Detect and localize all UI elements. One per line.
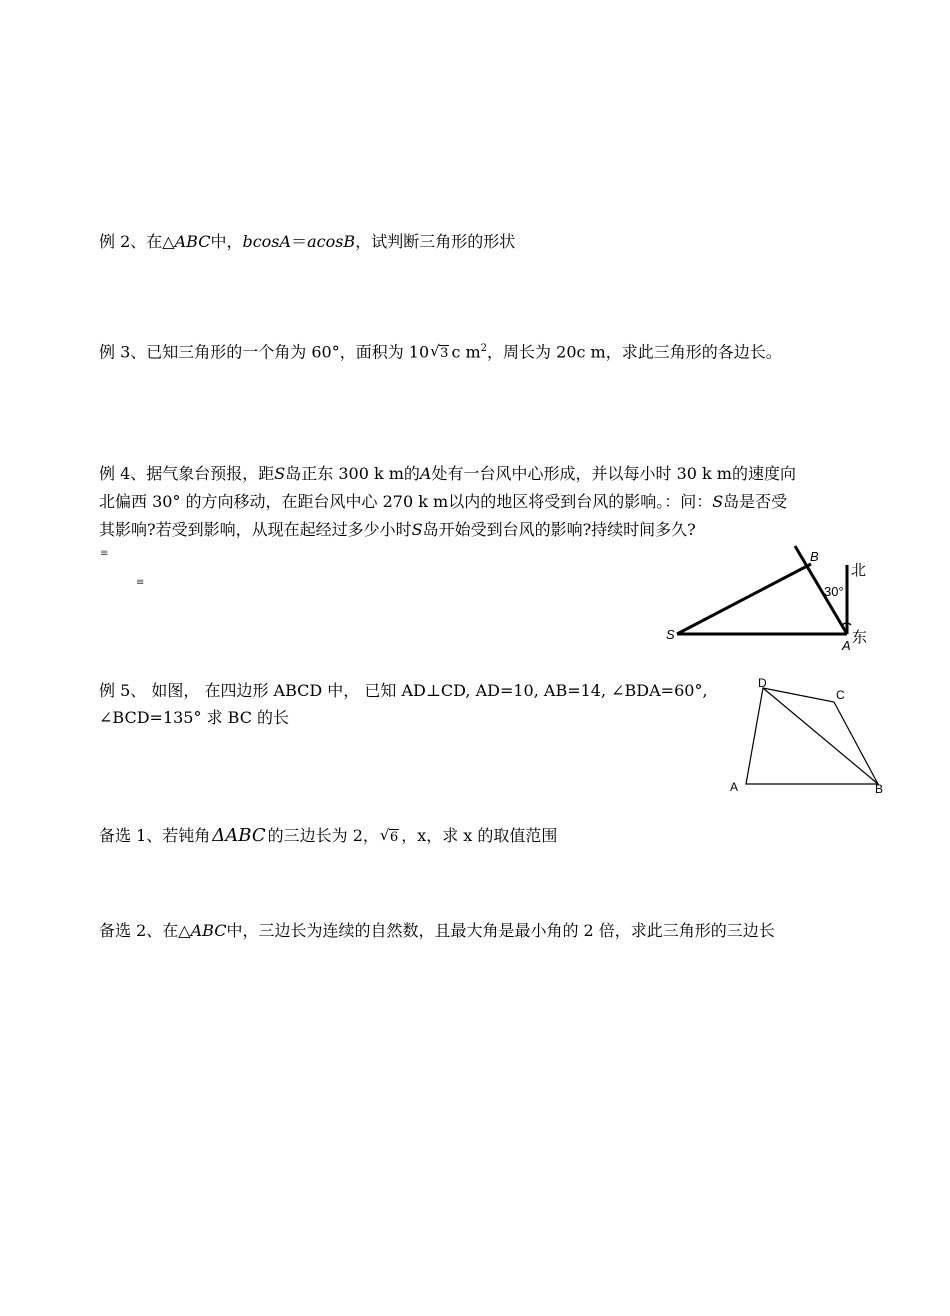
- equation-left: bcosA: [242, 232, 292, 251]
- example-4-question-mid: 其影响?若受到影响，从现在起经过多少小时: [99, 520, 412, 539]
- example-5-question: ∠BCD=135° 求 BC 的长: [99, 708, 290, 727]
- area-unit: c m: [451, 342, 481, 362]
- triangle-name: ΔABC: [212, 825, 266, 846]
- example-3-prefix: 例 3、已知三角形的一个角为 60°，面积为 10: [99, 342, 430, 362]
- example-2-connector: 中，: [210, 232, 243, 251]
- example-5-line-2: [99, 705, 289, 731]
- quadrilateral-outline: [746, 688, 878, 784]
- label-c: C: [836, 688, 845, 702]
- example-4-prefix: 例 4、据气象台预报，距: [99, 464, 275, 483]
- example-4-question-start: 岛是否受: [723, 492, 788, 511]
- stray-mark-1: ≡: [100, 548, 109, 559]
- example-4-speed: 处有一台风中心形成，并以每小时 30 k m的速度向: [431, 464, 796, 483]
- island-s: S: [274, 464, 286, 483]
- alternate-1: [99, 823, 557, 851]
- sqrt-6: [381, 825, 399, 851]
- equation-right: acosB: [307, 232, 356, 251]
- sqrt-radicand: 3: [440, 346, 449, 362]
- label-b: B: [810, 549, 819, 564]
- example-3-suffix: ，周长为 20c m，求此三角形的各边长。: [487, 342, 782, 362]
- label-d: D: [758, 676, 767, 690]
- sqrt-3: [431, 341, 449, 367]
- alternate-1-question: ，x，求 x 的取值范围: [401, 826, 558, 845]
- example-4-distance: 岛正东 300 k m的: [285, 464, 420, 483]
- example-4-line-2: [99, 489, 787, 515]
- label-b: B: [875, 782, 884, 796]
- example-5-given: 例 5、 如图， 在四边形 ABCD 中， 已知 AD⊥CD, AD=10, AB=14, ∠BDA=60°,: [99, 681, 708, 700]
- alternate-2-prefix: 备选 2、在△: [99, 921, 191, 940]
- segment-s-b: [677, 564, 811, 634]
- triangle-name: ABC: [190, 921, 227, 940]
- island-s: S: [712, 492, 724, 511]
- diagonal-bd: [763, 688, 878, 784]
- stray-mark-2: ≡: [136, 577, 145, 588]
- example-3: [99, 336, 782, 367]
- example-2: [99, 229, 515, 255]
- alternate-2: [99, 918, 775, 944]
- point-a: A: [419, 464, 432, 483]
- example-2-question: ，试判断三角形的形状: [355, 232, 516, 251]
- label-north: 北: [851, 562, 867, 579]
- example-5-line-1: [99, 678, 708, 704]
- typhoon-diagram: [660, 543, 890, 655]
- alternate-2-question: 中，三边长为连续的自然数，且最大角是最小角的 2 倍，求此三角形的三边长: [226, 921, 775, 940]
- example-4-direction: 北偏西 30° 的方向移动，在距台风中心 270 k m以内的地区将受到台风的影响。：问：: [99, 492, 713, 511]
- island-s: S: [411, 520, 423, 539]
- example-4-line-3: [99, 517, 696, 543]
- label-s: S: [666, 627, 675, 642]
- triangle-name: ABC: [174, 232, 211, 251]
- area-unit-exponent: 2: [480, 343, 488, 354]
- label-east: 东: [852, 629, 868, 646]
- example-4-question-end: 岛开始受到台风的影响?持续时间多久?: [422, 520, 696, 539]
- example-2-prefix: 例 2、在△: [99, 232, 175, 251]
- alternate-1-prefix: 备选 1、若钝角: [99, 826, 211, 845]
- example-4-line-1: [99, 461, 796, 487]
- alternate-1-sides: 的三边长为 2，: [267, 826, 379, 845]
- equals-sign: ＝: [291, 232, 308, 251]
- label-angle: 30°: [824, 584, 844, 599]
- label-a: A: [842, 638, 851, 653]
- sqrt-radicand: 6: [389, 830, 399, 845]
- quadrilateral-diagram: [725, 672, 895, 802]
- label-a: A: [730, 780, 739, 794]
